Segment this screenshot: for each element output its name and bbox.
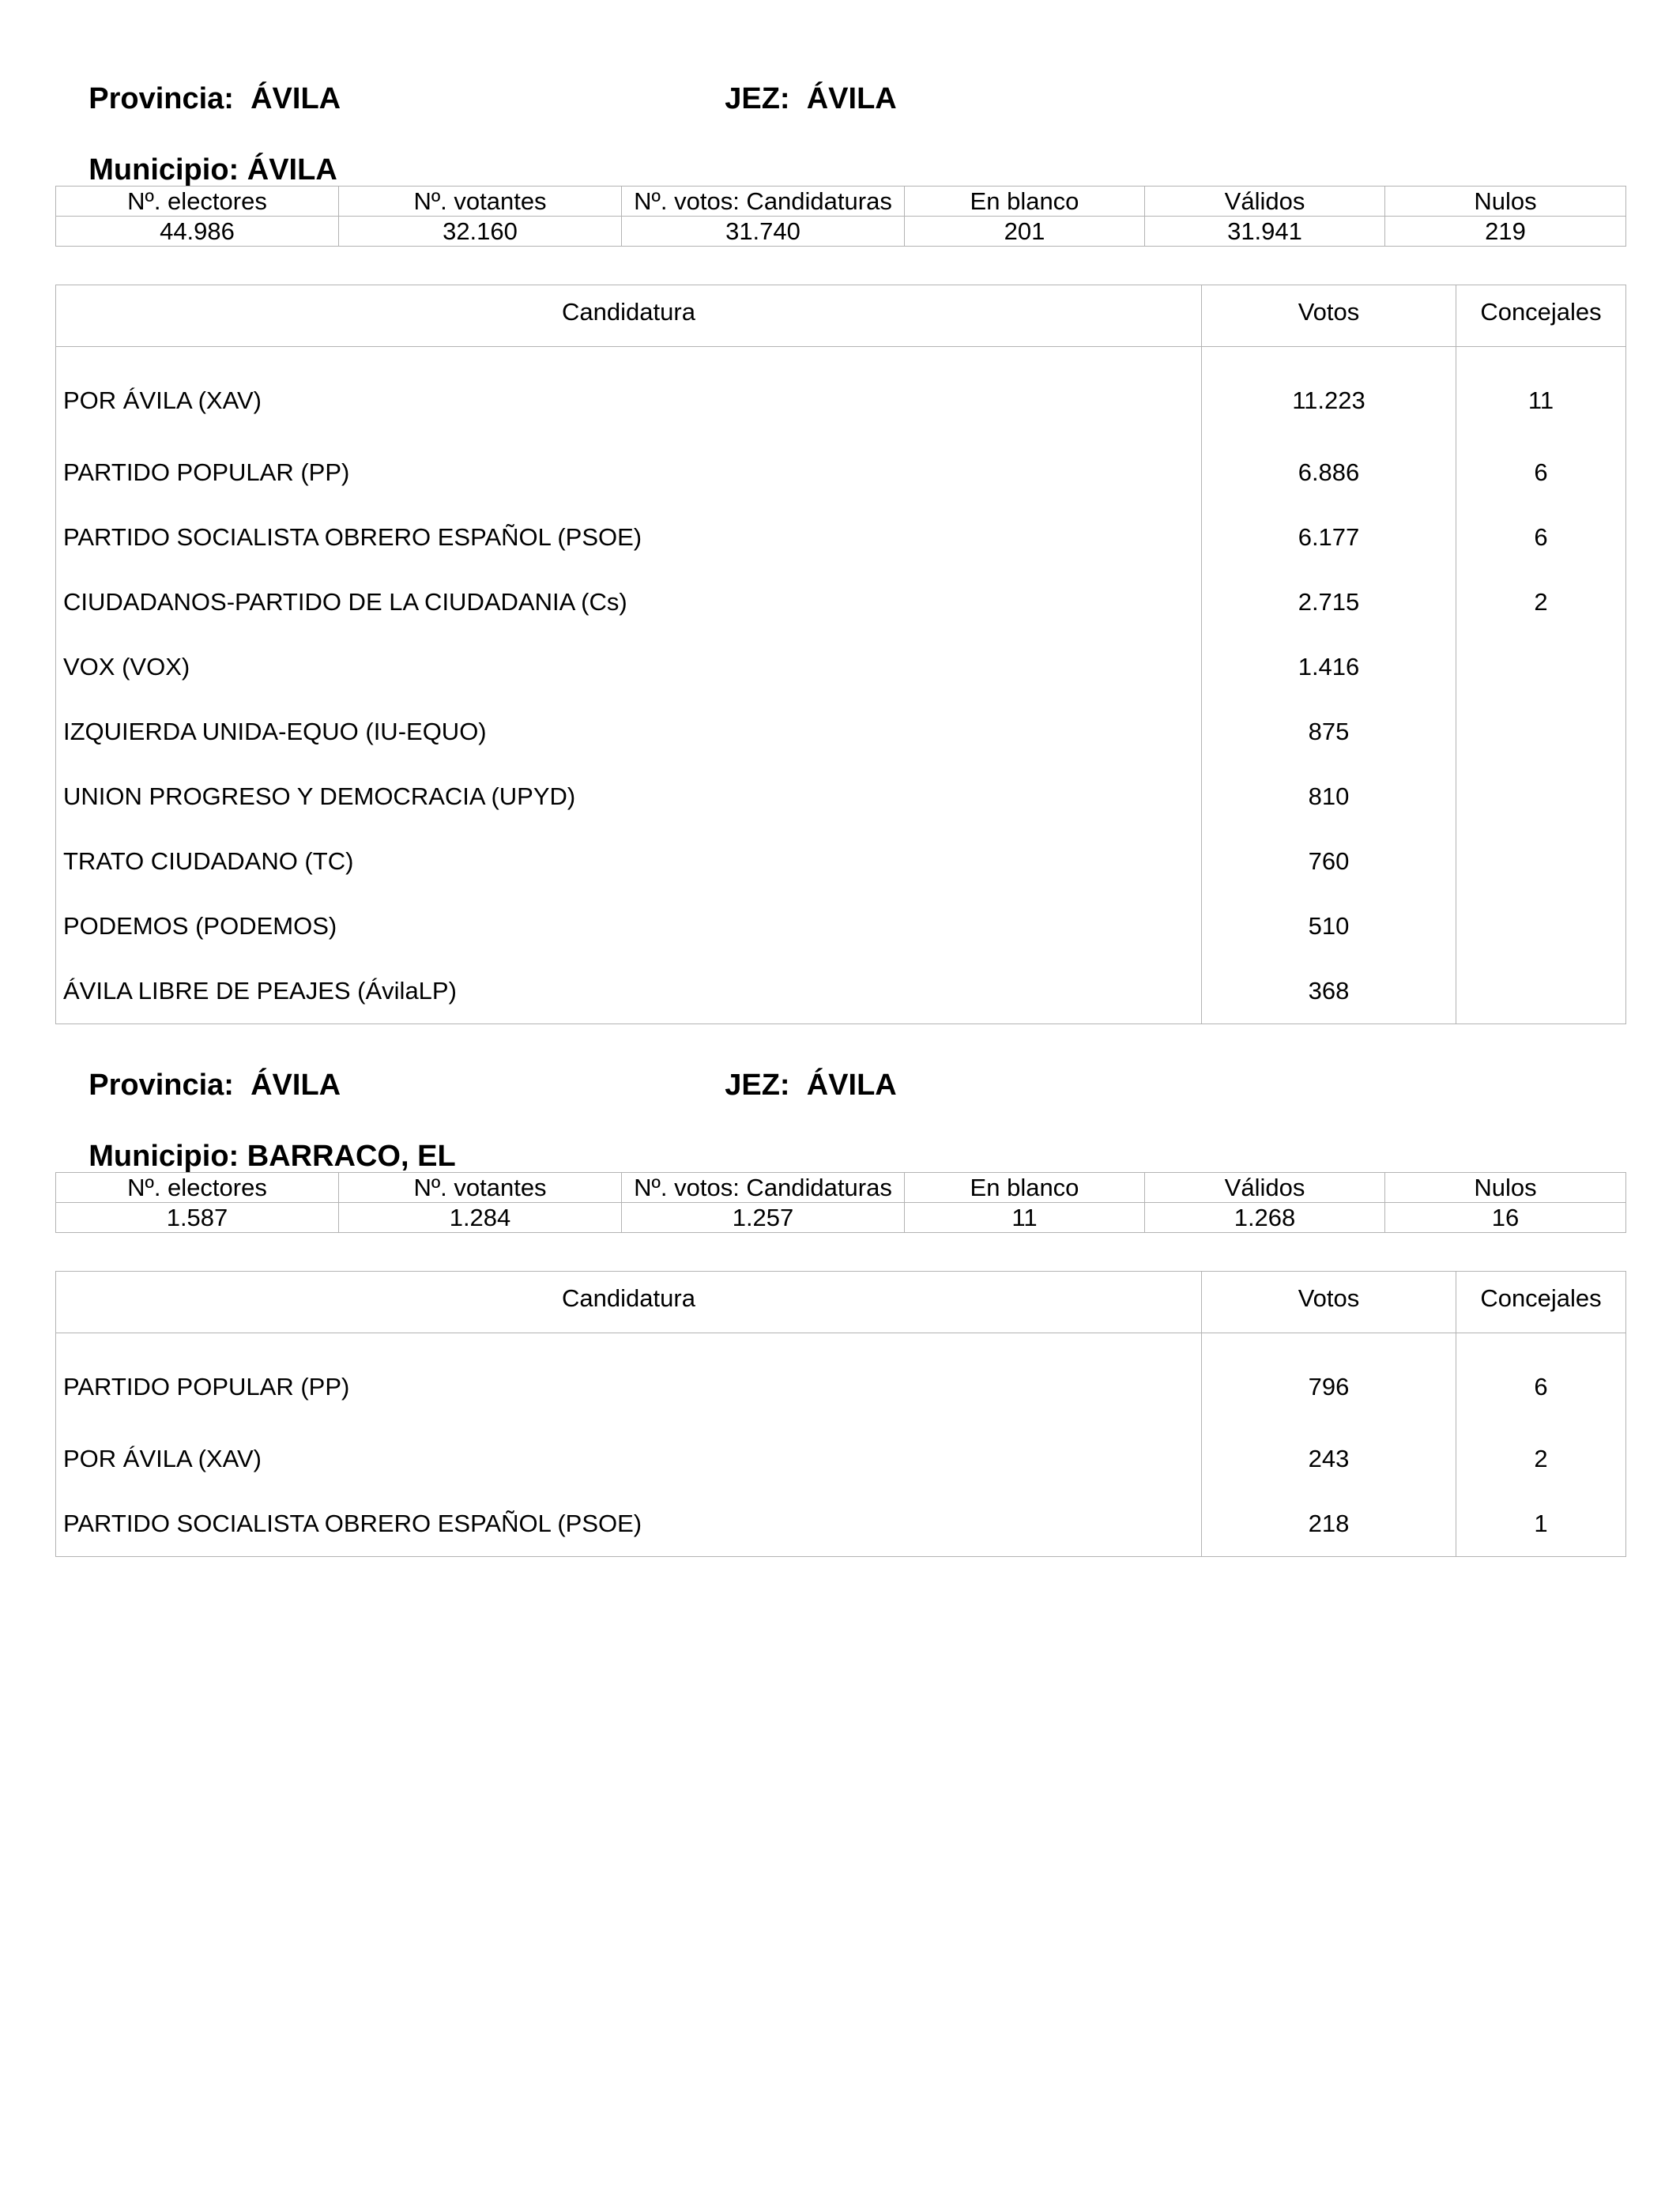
jez-label: JEZ:: [725, 82, 790, 115]
candidate-name: PODEMOS (PODEMOS): [56, 894, 1202, 959]
summary-table: [55, 1172, 1626, 1233]
summary-header-cell: Nº. votos: Candidaturas: [622, 1173, 905, 1203]
candidate-votes: 796: [1202, 1333, 1456, 1427]
candidate-name: VOX (VOX): [56, 635, 1202, 699]
candidate-name: PARTIDO POPULAR (PP): [56, 440, 1202, 505]
candidate-seats: 6: [1456, 440, 1626, 505]
candidates-header-row: [56, 1272, 1626, 1333]
candidate-votes: 760: [1202, 829, 1456, 894]
summary-header-row: [56, 1173, 1626, 1203]
candidate-votes: 2.715: [1202, 570, 1456, 635]
summary-table: [55, 186, 1626, 247]
candidates-header-row: [56, 285, 1626, 347]
summary-header-cell: Nº. votantes: [339, 1173, 622, 1203]
candidates-table: [55, 1271, 1626, 1557]
summary-header-cell: Nº. votantes: [339, 187, 622, 217]
candidatura-header: Candidatura: [56, 285, 1202, 347]
provincia-label: Provincia:: [89, 82, 234, 115]
summary-header-cell: Válidos: [1145, 187, 1385, 217]
candidate-name: PARTIDO SOCIALISTA OBRERO ESPAÑOL (PSOE): [56, 505, 1202, 570]
candidate-seats: [1456, 635, 1626, 699]
candidate-seats: 6: [1456, 1333, 1626, 1427]
summary-value-cell: 201: [905, 217, 1145, 247]
summary-value-cell: 44.986: [56, 217, 339, 247]
candidate-row: [56, 347, 1626, 441]
municipio-value: BARRACO, EL: [247, 1140, 456, 1173]
candidate-row: [56, 894, 1626, 959]
candidate-votes: 6.886: [1202, 440, 1456, 505]
summary-header-cell: En blanco: [905, 1173, 1145, 1203]
candidate-seats: [1456, 699, 1626, 764]
jez-value: ÁVILA: [806, 82, 897, 115]
summary-header-cell: Nulos: [1385, 1173, 1626, 1203]
provincia-value: ÁVILA: [250, 1069, 341, 1102]
summary-value-row: [56, 217, 1626, 247]
candidate-votes: 243: [1202, 1427, 1456, 1491]
municipio-label: Municipio:: [89, 1140, 239, 1173]
candidate-row: [56, 764, 1626, 829]
candidatura-header: Candidatura: [56, 1272, 1202, 1333]
candidate-votes: 6.177: [1202, 505, 1456, 570]
summary-value-cell: 1.587: [56, 1203, 339, 1233]
summary-value-cell: 16: [1385, 1203, 1626, 1233]
candidate-seats: 2: [1456, 570, 1626, 635]
candidate-row: [56, 699, 1626, 764]
candidate-seats: 11: [1456, 347, 1626, 441]
summary-header-cell: Válidos: [1145, 1173, 1385, 1203]
candidate-name: PARTIDO POPULAR (PP): [56, 1333, 1202, 1427]
candidate-seats: 2: [1456, 1427, 1626, 1491]
provincia-label: Provincia:: [89, 1069, 234, 1102]
candidate-votes: 218: [1202, 1491, 1456, 1557]
candidate-seats: [1456, 959, 1626, 1024]
summary-value-cell: 11: [905, 1203, 1145, 1233]
jez-value: ÁVILA: [806, 1069, 897, 1102]
candidate-name: UNION PROGRESO Y DEMOCRACIA (UPYD): [56, 764, 1202, 829]
candidate-row: [56, 1491, 1626, 1557]
candidate-votes: 1.416: [1202, 635, 1456, 699]
jez-heading: [691, 1040, 897, 1130]
summary-value-row: [56, 1203, 1626, 1233]
candidate-seats: [1456, 894, 1626, 959]
summary-value-cell: 219: [1385, 217, 1626, 247]
candidate-name: CIUDADANOS-PARTIDO DE LA CIUDADANIA (Cs): [56, 570, 1202, 635]
summary-header-cell: Nº. electores: [56, 1173, 339, 1203]
candidate-seats: 6: [1456, 505, 1626, 570]
candidate-votes: 810: [1202, 764, 1456, 829]
candidate-votes: 368: [1202, 959, 1456, 1024]
candidate-row: [56, 959, 1626, 1024]
votos-header: Votos: [1202, 285, 1456, 347]
jez-heading: [691, 54, 897, 144]
candidate-row: [56, 1333, 1626, 1427]
concejales-header: Concejales: [1456, 285, 1626, 347]
candidate-row: [56, 635, 1626, 699]
candidate-votes: 11.223: [1202, 347, 1456, 441]
provincia-value: ÁVILA: [250, 82, 341, 115]
jez-label: JEZ:: [725, 1069, 790, 1102]
summary-header-cell: Nulos: [1385, 187, 1626, 217]
candidate-row: [56, 1427, 1626, 1491]
candidate-seats: [1456, 764, 1626, 829]
candidate-votes: 875: [1202, 699, 1456, 764]
municipio-value: ÁVILA: [247, 153, 337, 187]
candidate-row: [56, 505, 1626, 570]
summary-header-cell: Nº. votos: Candidaturas: [622, 187, 905, 217]
candidate-name: TRATO CIUDADANO (TC): [56, 829, 1202, 894]
candidate-name: ÁVILA LIBRE DE PEAJES (ÁvilaLP): [56, 959, 1202, 1024]
candidate-row: [56, 440, 1626, 505]
summary-value-cell: 1.268: [1145, 1203, 1385, 1233]
summary-header-cell: En blanco: [905, 187, 1145, 217]
candidate-name: POR ÁVILA (XAV): [56, 1427, 1202, 1491]
summary-value-cell: 31.740: [622, 217, 905, 247]
summary-header-cell: Nº. electores: [56, 187, 339, 217]
candidate-name: IZQUIERDA UNIDA-EQUO (IU-EQUO): [56, 699, 1202, 764]
votos-header: Votos: [1202, 1272, 1456, 1333]
summary-value-cell: 1.284: [339, 1203, 622, 1233]
candidate-seats: 1: [1456, 1491, 1626, 1557]
summary-value-cell: 1.257: [622, 1203, 905, 1233]
candidates-table: [55, 285, 1626, 1024]
candidate-row: [56, 570, 1626, 635]
concejales-header: Concejales: [1456, 1272, 1626, 1333]
summary-header-row: [56, 187, 1626, 217]
summary-value-cell: 32.160: [339, 217, 622, 247]
candidate-votes: 510: [1202, 894, 1456, 959]
municipio-label: Municipio:: [89, 153, 239, 187]
candidate-name: POR ÁVILA (XAV): [56, 347, 1202, 441]
candidate-row: [56, 829, 1626, 894]
candidate-seats: [1456, 829, 1626, 894]
summary-value-cell: 31.941: [1145, 217, 1385, 247]
candidate-name: PARTIDO SOCIALISTA OBRERO ESPAÑOL (PSOE): [56, 1491, 1202, 1557]
